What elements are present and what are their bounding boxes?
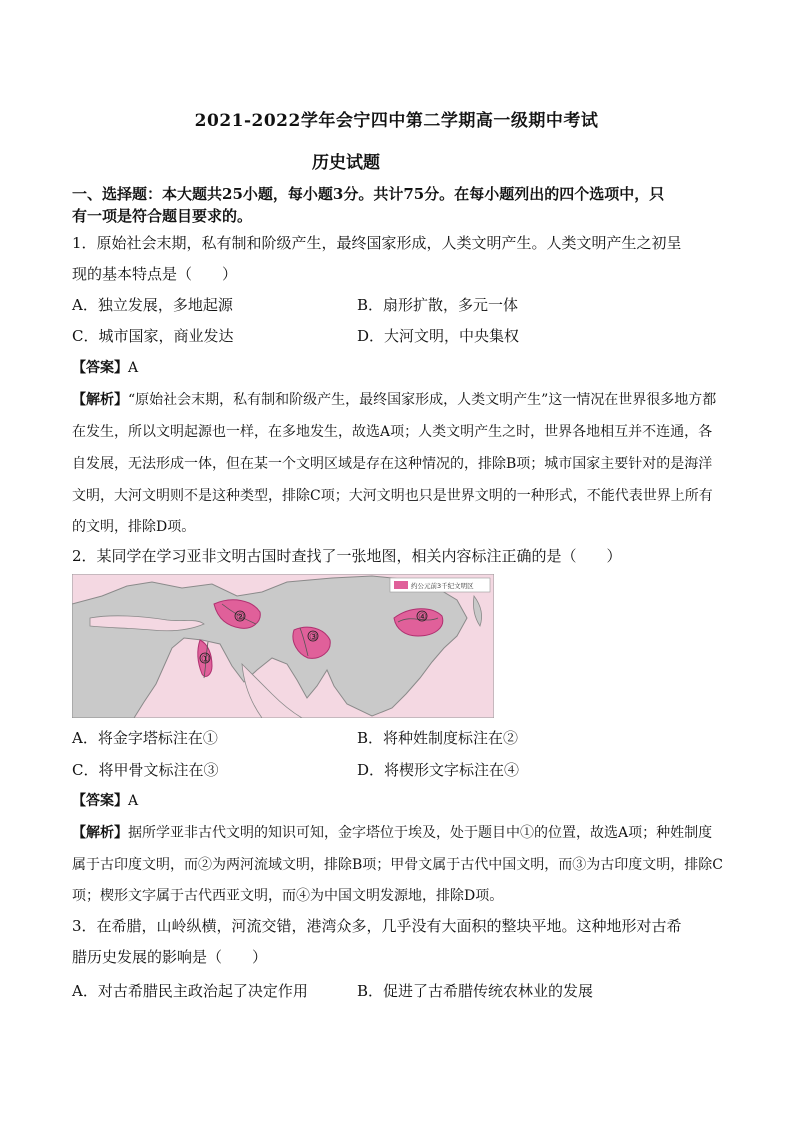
q1-option-d: D．大河文明，中央集权 xyxy=(357,327,520,345)
q1-analysis-line5: 的文明，排除D项。 xyxy=(72,519,196,535)
map-legend-swatch xyxy=(394,581,408,589)
q2-answer xyxy=(72,790,138,810)
q1-option-c: C．城市国家，商业发达 xyxy=(72,327,234,345)
q2-option-d: D．将楔形文字标注在④ xyxy=(357,761,520,779)
q1-analysis-line3: 自发展，无法形成一体，但在某一个文明区域是存在这种情况的，排除B项；城市国家主要针对的是海洋 xyxy=(72,456,713,472)
q2-analysis-line3: 项；楔形文字属于古代西亚文明，而④为中国文明发源地，排除D项。 xyxy=(72,888,504,904)
map-marker-1: ① xyxy=(201,654,210,665)
q3-option-b: B．促进了古希腊传统农林业的发展 xyxy=(357,982,594,1000)
exam-subtitle: 历史试题 xyxy=(312,153,380,173)
q1-answer-label: 【答案】 xyxy=(72,360,128,376)
map-marker-4: ④ xyxy=(418,612,427,623)
q1-analysis-text1: “原始社会末期，私有制和阶级产生，最终国家形成，人类文明产生”这一情况在世界很多地方都 xyxy=(128,392,717,408)
q2-analysis-line2: 属于古印度文明，而②为两河流域文明，排除B项；甲骨文属于古代中国文明，而③为古印度文明，排除C xyxy=(72,857,723,873)
q2-option-a: A．将金字塔标注在① xyxy=(72,729,218,747)
q1-option-b: B．扇形扩散，多元一体 xyxy=(357,296,519,314)
q2-analysis-label: 【解析】 xyxy=(72,825,128,841)
map-marker-3: ③ xyxy=(309,632,318,643)
exam-title: 2021-2022学年会宁四中第二学期高一级期中考试 xyxy=(194,111,599,131)
ancient-civilizations-map xyxy=(72,574,494,718)
q2-answer-value: A xyxy=(128,793,139,809)
section-instructions-line1: 一、选择题：本大题共25小题，每小题3分。共计75分。在每小题列出的四个选项中，只 xyxy=(72,185,665,203)
section-instructions-line2: 有一项是符合题目要求的。 xyxy=(72,207,253,225)
q1-analysis-line4: 文明，大河文明则不是这种类型，排除C项；大河文明也只是世界文明的一种形式，不能代表世界上所有 xyxy=(72,488,713,504)
q3-stem-line2: 腊历史发展的影响是（ ） xyxy=(72,948,268,966)
map-marker-2: ② xyxy=(236,612,245,623)
q3-stem-line1: 3．在希腊，山岭纵横，河流交错，港湾众多，几乎没有大面积的整块平地。这种地形对古希 xyxy=(72,917,682,935)
q2-analysis-text1: 据所学亚非古代文明的知识可知，金字塔位于埃及，处于题目中①的位置，故选A项；种姓制度 xyxy=(128,825,713,841)
map-legend-label: 约公元前3千纪文明区 xyxy=(411,582,474,590)
q1-option-a: A．独立发展，多地起源 xyxy=(72,296,233,314)
q1-analysis-line1 xyxy=(72,389,716,409)
q3-option-a: A．对古希腊民主政治起了决定作用 xyxy=(72,982,308,1000)
q1-stem-line1: 1．原始社会末期，私有制和阶级产生，最终国家形成，人类文明产生。人类文明产生之初呈 xyxy=(72,234,682,252)
q2-analysis-line1 xyxy=(72,822,712,842)
q2-option-c: C．将甲骨文标注在③ xyxy=(72,761,219,779)
q1-analysis-label: 【解析】 xyxy=(72,392,128,408)
q1-answer xyxy=(72,357,138,377)
q1-analysis-line2: 在发生，所以文明起源也一样，在多地发生，故选A项；人类文明产生之时，世界各地相互并不连通，各 xyxy=(72,424,713,440)
q1-stem-line2: 现的基本特点是（ ） xyxy=(72,265,238,283)
q2-option-b: B．将种姓制度标注在② xyxy=(357,729,519,747)
q1-answer-value: A xyxy=(128,360,139,376)
q2-stem: 2．某同学在学习亚非文明古国时查找了一张地图，相关内容标注正确的是（ ） xyxy=(72,547,622,565)
q2-answer-label: 【答案】 xyxy=(72,793,128,809)
